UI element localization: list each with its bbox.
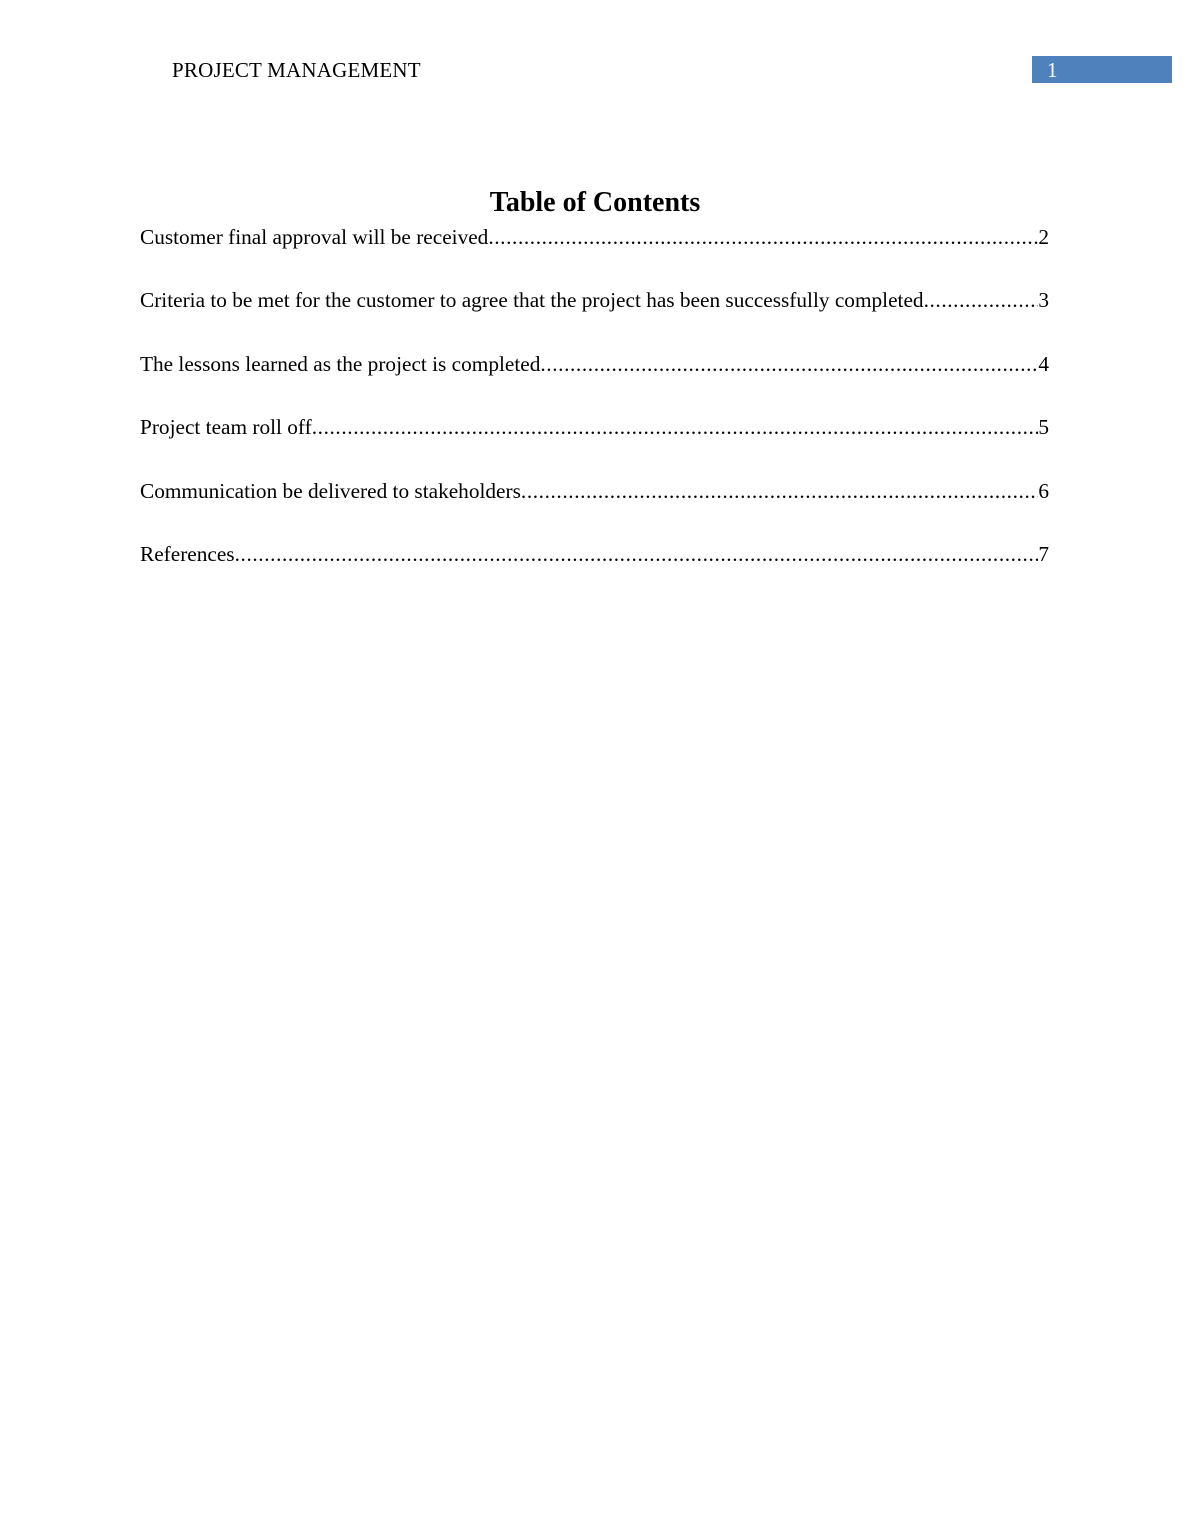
toc-entry[interactable] <box>140 539 1049 602</box>
toc-entry-page: 6 <box>1038 478 1049 503</box>
toc-entry[interactable] <box>140 412 1049 475</box>
page-number-badge <box>1032 56 1172 83</box>
toc-entry-text: Project team roll off <box>140 415 312 440</box>
toc-entry[interactable] <box>140 285 1049 348</box>
toc-entry[interactable] <box>140 476 1049 539</box>
toc-leader-dots <box>924 285 1039 315</box>
toc-leader-dots <box>521 476 1038 506</box>
toc-entry-text: Customer final approval will be received <box>140 225 489 249</box>
running-head: PROJECT MANAGEMENT <box>172 58 421 82</box>
toc-entry-text: Communication be delivered to stakeholders <box>140 478 521 503</box>
toc-entry-text: References <box>140 541 235 566</box>
toc-leader-dots <box>540 349 1038 379</box>
toc-entry[interactable] <box>140 222 1049 285</box>
toc-leader-dots <box>488 222 1038 252</box>
toc-leader-dots <box>235 539 1039 569</box>
toc-entry-page: 3 <box>1038 288 1049 313</box>
table-of-contents <box>140 222 1049 602</box>
toc-heading: Table of Contents <box>489 187 701 218</box>
toc-entry-text: Criteria to be met for the customer to agree that the project has been successfully completed <box>140 288 924 313</box>
toc-entry-page: 5 <box>1038 415 1049 440</box>
toc-entry-text: The lessons learned as the project is completed <box>140 351 541 376</box>
toc-entry-page: 7 <box>1038 541 1049 566</box>
toc-entry-page: 4 <box>1038 351 1049 376</box>
toc-entry[interactable] <box>140 349 1049 412</box>
toc-leader-dots <box>312 412 1039 442</box>
toc-entry-page: 2 <box>1038 225 1049 249</box>
page-number: 1 <box>1047 58 1058 82</box>
